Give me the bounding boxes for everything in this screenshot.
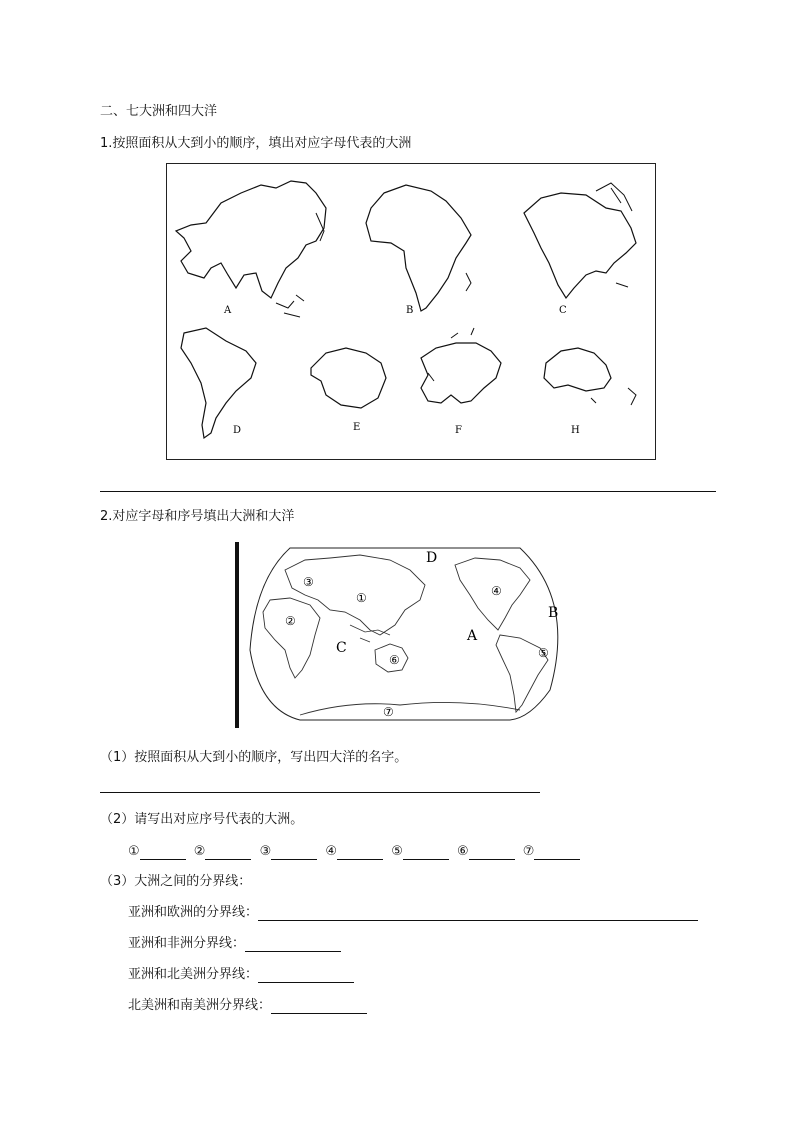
continent-label-1: ① bbox=[356, 591, 367, 605]
answer-blank-1[interactable] bbox=[140, 845, 186, 860]
answer-label-1: ① bbox=[128, 844, 140, 859]
answer-label-2: ② bbox=[193, 844, 206, 859]
continent-label-4: ④ bbox=[491, 584, 502, 598]
ocean-label-D: D bbox=[426, 550, 438, 566]
antarctica-outline bbox=[311, 348, 386, 408]
answer-label-6: ⑥ bbox=[456, 844, 469, 859]
continent-label-7: ⑦ bbox=[383, 705, 394, 719]
q2-prompt: 2.对应字母和序号填出大洲和大洋 bbox=[100, 509, 295, 524]
south-america-outline bbox=[181, 328, 256, 438]
section-title: 二、七大洲和四大洋 bbox=[100, 104, 218, 119]
europe-outline bbox=[421, 343, 501, 403]
boundary-blank[interactable] bbox=[271, 999, 367, 1014]
boundary-label: 北美洲和南美洲分界线： bbox=[128, 998, 272, 1013]
continent-label-3: ③ bbox=[303, 575, 314, 589]
label-D: D bbox=[233, 425, 242, 436]
answer-label-5: ⑤ bbox=[391, 844, 403, 859]
answer-blank-2[interactable] bbox=[205, 845, 251, 860]
label-F: F bbox=[455, 425, 462, 436]
q2-sub2: （2）请写出对应序号代表的大洲。 bbox=[100, 812, 304, 827]
africa-outline bbox=[366, 185, 471, 311]
answer-blank-5[interactable] bbox=[403, 845, 449, 860]
australia-outline bbox=[544, 348, 611, 391]
answer-blank-3[interactable] bbox=[271, 845, 317, 860]
boundary-label: 亚洲和北美洲分界线： bbox=[128, 967, 259, 982]
label-E: E bbox=[353, 422, 361, 433]
continent-label-2: ② bbox=[285, 614, 296, 628]
answer-label-3: ③ bbox=[259, 844, 272, 859]
q2-sub2-answers bbox=[128, 844, 580, 860]
label-A: A bbox=[224, 305, 232, 316]
boundary-blank[interactable] bbox=[245, 937, 341, 952]
q2-sub3: （3）大洲之间的分界线： bbox=[100, 874, 252, 889]
boundary-blank[interactable] bbox=[258, 968, 354, 983]
ocean-label-C: C bbox=[336, 640, 347, 656]
q1-answer-line[interactable] bbox=[100, 491, 716, 492]
asia-outline bbox=[176, 181, 326, 298]
ocean-label-A: A bbox=[467, 628, 478, 644]
ocean-label-B: B bbox=[548, 605, 559, 621]
answer-blank-4[interactable] bbox=[337, 845, 383, 860]
q1-prompt: 1.按照面积从大到小的顺序，填出对应字母代表的大洲 bbox=[100, 136, 412, 151]
label-C: C bbox=[559, 305, 567, 316]
answer-label-7: ⑦ bbox=[522, 844, 535, 859]
world-map-figure bbox=[230, 540, 576, 730]
boundary-blank[interactable] bbox=[258, 906, 698, 921]
label-B: B bbox=[406, 305, 414, 316]
boundary-label: 亚洲和非洲分界线： bbox=[128, 936, 246, 951]
continent-outlines-figure bbox=[166, 163, 656, 460]
boundary-label: 亚洲和欧洲的分界线： bbox=[128, 905, 259, 920]
q2-sub1: （1）按照面积从大到小的顺序，写出四大洋的名字。 bbox=[100, 750, 408, 765]
label-H: H bbox=[571, 425, 580, 436]
boundary-north-south-america bbox=[128, 998, 367, 1014]
map-border bbox=[250, 548, 558, 720]
answer-blank-6[interactable] bbox=[469, 845, 515, 860]
q2-sub1-answer-line[interactable] bbox=[100, 792, 540, 793]
boundary-asia-africa bbox=[128, 936, 341, 952]
answer-label-4: ④ bbox=[325, 844, 338, 859]
boundary-asia-europe bbox=[128, 905, 698, 921]
continent-label-6: ⑥ bbox=[389, 653, 400, 667]
continent-label-5: ⑤ bbox=[538, 646, 549, 660]
answer-blank-7[interactable] bbox=[534, 845, 580, 860]
north-america-outline bbox=[524, 193, 636, 298]
boundary-asia-north-america bbox=[128, 967, 354, 983]
